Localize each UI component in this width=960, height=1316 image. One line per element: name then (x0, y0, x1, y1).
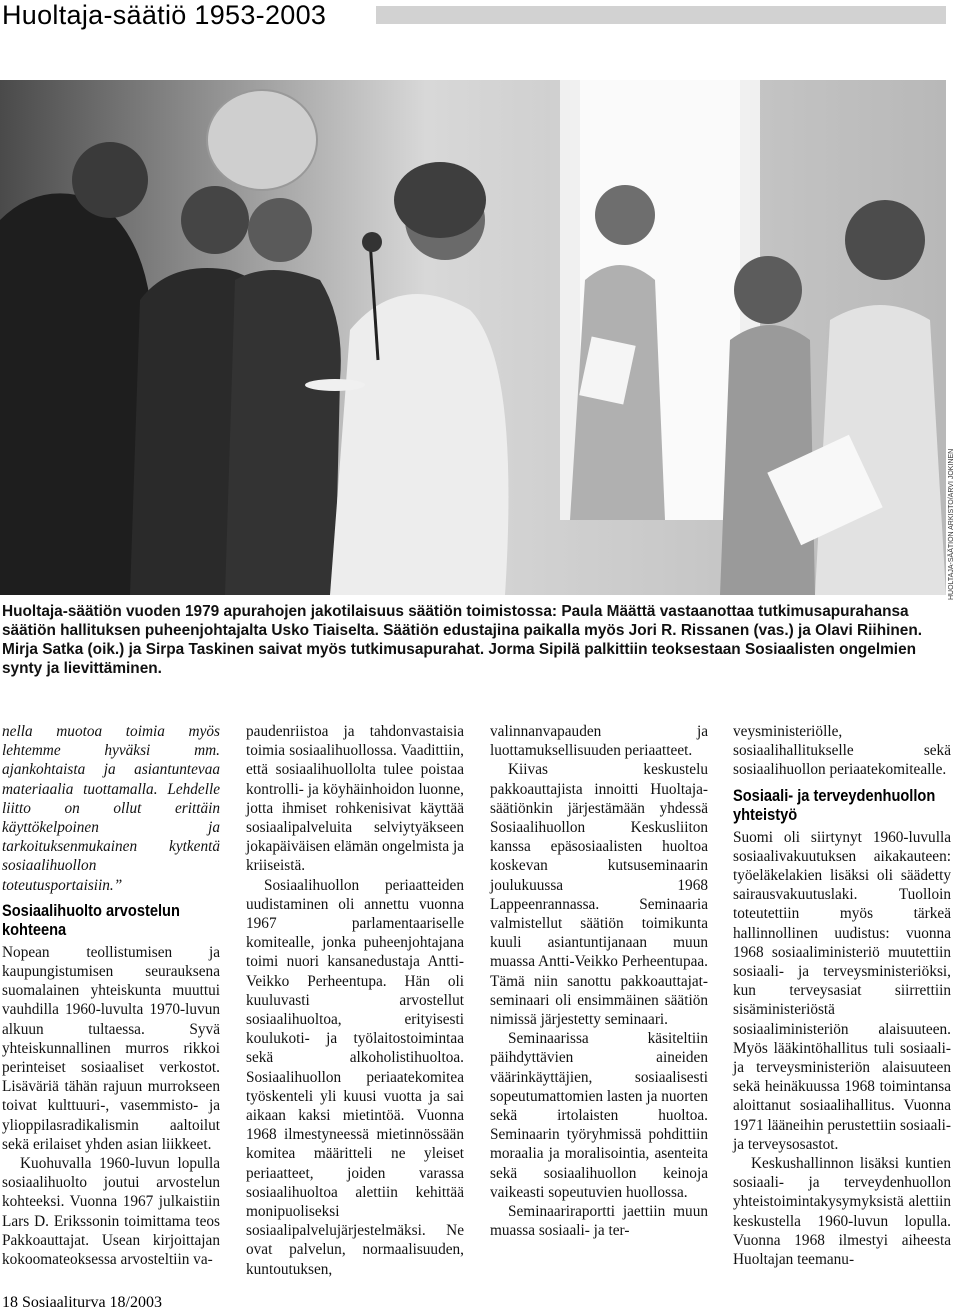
photo-illustration (0, 80, 946, 595)
header-rule (376, 6, 946, 24)
section-heading: Sosiaali- ja terveydenhuollon yhteistyö (733, 785, 936, 824)
body-paragraph: Keskushallinnon lisäksi kuntien sosiaali- ja terveydenhuollon yhteistoimintakysymyksistä alettiin keskustella 1960-luvun lopulla. Vuonna 1968 ilmestyi aiheesta Huoltajan teemanu- (733, 1155, 951, 1269)
body-paragraph: Kiivas keskustelu pakkoauttajista innoitti Huoltaja-säätiönkin järjestämään yhdessä Sosiaalihuollon Keskusliiton kanssa epäsosiaalisten huoltoa koskevan kutsuseminaarin joulukuussa 1968 Lappeenrannassa. Seminaaria valmistellut säätiön toimikunta kuuli asiantuntijanaan muun muassa Antti-Veikko Perheentupaa. Tämä niin sanottu pakkoauttajat-seminaari oli ensimmäinen säätiön nimissä järjestetty seminaari. (490, 761, 708, 1029)
body-paragraph: valinnanvapauden ja luottamuksellisuuden periaatteet. (490, 723, 708, 760)
article-column-4 (733, 722, 951, 1269)
body-paragraph: Suomi oli siirtynyt 1960-luvulla sosiaalivakuutuksen aikakauteen: työeläkelakien lisäksi oli säädetty sairausvakuutuslaki. Tuolloin toteutettiin myös tärkeä hallinnollinen uudistus: vuonna 1968 sosiaaliministeriö muutettiin sosiaali- ja terveysministeriöksi, kun terveysasiat siirrettiin sisäministeriöstä sosiaaliministeriön alaisuuteen. Myös lääkintöhallitus tuli sosiaali- ja terveysministeriön alaisuuteen sekä heinäkuussa 1968 toimintansa aloittanut sosiaalihallitus. Vuonna 1971 lääneihin perustettiin sosiaali- ja terveysosastot. (733, 828, 951, 1153)
photo-caption: Huoltaja-säätiön vuoden 1979 apurahojen jakotilaisuus säätiön toimistossa: Paula Määttä vastaanottaa tutkimusapurahansa säätiön hallituksen puheenjohtajalta Usko Tiaiselta. Säätiön edustajina paikalla myös Jori R. Rissanen (vas.) ja Olavi Riihinen. Mirja Satka (oik.) ja Sirpa Taskinen saivat myös tutkimusapurahat. Jorma Sipilä palkittiin teoksestaan Sosiaalisten ongelmien synty ja lievittäminen. (2, 603, 923, 677)
article-column-2 (246, 722, 464, 1279)
body-paragraph: veysministeriölle, sosiaalihallitukselle sekä sosiaalihuollon periaatekomitealle. (733, 723, 951, 779)
body-paragraph: Seminaarissa käsiteltiin päihdyttävien aineiden väärinkäyttäjien, sosiaalisesti sopeutumattomien lasten ja nuorten sekä irtolaisten huoltoa. Seminaarin työryhmissä pohdittiin moraalia ja moralisointia, asenteita sekä sosiaalihuollon keinoja vaikeasti sopeutuvien huollossa. (490, 1030, 708, 1201)
body-paragraph: Kuohuvalla 1960-luvun lopulla sosiaalihuolto joutui arvostelun kohteeksi. Vuonna 1967 julkaistiin Lars D. Erikssonin toimittama teos Pakkoauttajat. Usean kirjoittajan kokoomateoksessa arvosteltiin va- (2, 1155, 220, 1269)
body-paragraph: Nopean teollistumisen ja kaupungistumisen seurauksena suomalainen yhteiskunta muuttui vauhdilla 1960-luvulta 1970-luvun alkuun tultaessa. Syvä yhteiskunnallinen murros rikkoi perinteiset sosiaaliset verkostot. Lisäväriä tähän rajuun murrokseen toivat kulttuuri-, vasemmisto- ja ylioppilasradikalismin aaltoilut sekä erilaiset yhden asian liikkeet. (2, 943, 220, 1153)
photo (0, 80, 946, 595)
body-paragraph: Sosiaalihuollon periaatteiden uudistaminen oli annettu vuonna 1967 parlamentaariselle komitealle, jonka puheenjohtajana toimi nuori kansanedustaja Antti-Veikko Perheentupa. Hän oli kuuluvasti arvostellut sosiaalihuoltoa, erityisesti koulukoti- ja työlaitostoimintaa sekä alkoholistihuoltoa. Sosiaalihuollon periaatekomitea työskenteli yli kuusi vuotta ja sai aikaan kaksi mietintöä. Vuonna 1968 ilmestyneessä mietinnössään komitea määritteli ne yleiset periaatteet, joiden varassa sosiaalihuoltoa alettiin kehittää monipuoliseksi sosiaalipalvelujärjestelmäksi. Ne ovat palvelun, normaalisuuden, kuntoutuksen, (246, 876, 464, 1278)
article-column-3 (490, 722, 708, 1240)
quote-paragraph: nella muotoa toimia myös lehtemme hyväksi mm. ajankohtaista ja asiantuntevaa materiaalia tuottamalla. Lehdelle liitto on ollut erittäin käyttökelpoinen ja tarkoituksenmukainen kytkentä sosiaalihuollon toteutusportaisiin.” (2, 723, 220, 894)
article-column-1 (2, 722, 220, 1269)
page-title: Huoltaja-säätiö 1953-2003 (2, 0, 327, 30)
page-footer: 18 Sosiaaliturva 18/2003 (2, 1294, 162, 1311)
body-paragraph: Seminaariraportti jaettiin muun muassa sosiaali- ja ter- (490, 1203, 708, 1240)
section-heading: Sosiaalihuolto arvostelun kohteena (2, 900, 180, 939)
body-paragraph: paudenriistoa ja tahdonvastaisia toimia sosiaalihuollossa. Vaadittiin, että sosiaalihuollolta tulee poistaa kontrolli- ja köyhäinhoidon luonne, jotta ihmiset rohkenisivat käyttää sosiaalipalveluita selviytyäkseen jokapäiväisen elämän ongelmista ja kriiseistä. (246, 723, 464, 875)
photo-credit: HUOLTAJA-SÄÄTIÖN ARKISTO/ARVI JOKINEN (948, 448, 955, 600)
